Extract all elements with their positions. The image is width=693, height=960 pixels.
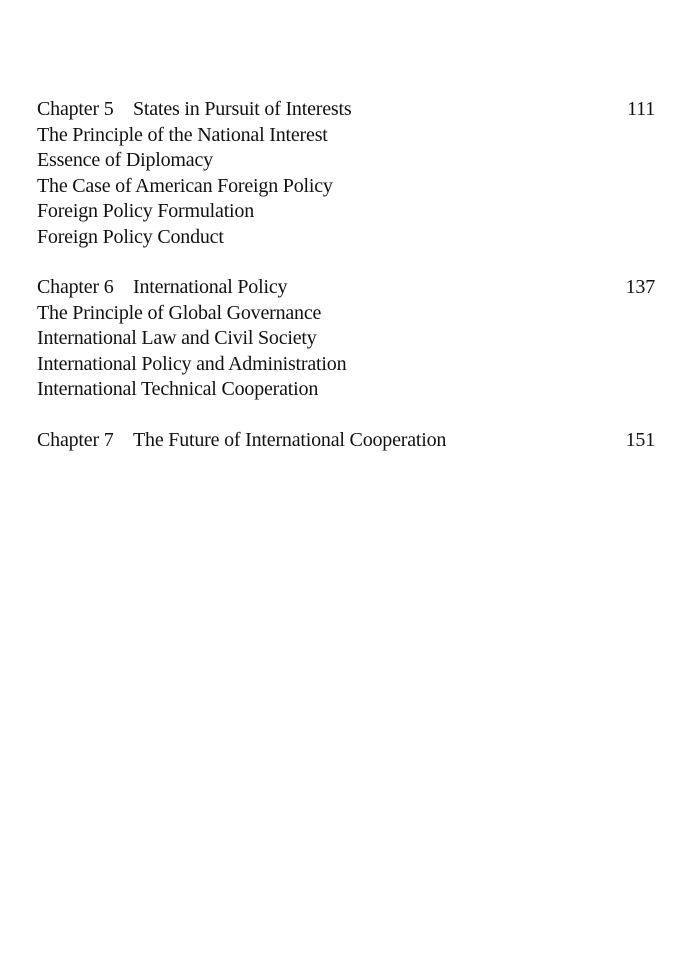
section-entry: The Case of American Foreign Policy (37, 174, 333, 197)
section-entry: Essence of Diplomacy (37, 149, 213, 171)
chapter-title: States in Pursuit of Interests (133, 98, 352, 120)
chapter-heading (37, 97, 657, 123)
section-entry: The Principle of the National Interest (37, 123, 328, 146)
chapter-heading (37, 275, 657, 301)
page-number: 111 (627, 98, 655, 120)
chapter-heading (37, 428, 657, 454)
chapter-7 (37, 428, 657, 454)
section-entry: Foreign Policy Conduct (37, 225, 224, 248)
section-entry: International Policy and Administration (37, 352, 347, 375)
chapter-title: The Future of International Cooperation (133, 428, 447, 451)
chapter-label: Chapter 5 (37, 98, 114, 120)
section-entry: The Principle of Global Governance (37, 301, 322, 324)
chapter-5 (37, 97, 657, 250)
chapter-label: Chapter 6 (37, 276, 114, 298)
page-number: 137 (625, 276, 655, 298)
page-number: 151 (625, 428, 655, 451)
section-entry: Foreign Policy Formulation (37, 200, 255, 222)
chapter-label: Chapter 7 (37, 428, 114, 451)
section-entry: International Law and Civil Society (37, 327, 317, 349)
section-entry: International Technical Cooperation (37, 378, 319, 400)
table-of-contents (37, 97, 657, 478)
chapter-title: International Policy (133, 276, 288, 298)
chapter-6 (37, 275, 657, 403)
